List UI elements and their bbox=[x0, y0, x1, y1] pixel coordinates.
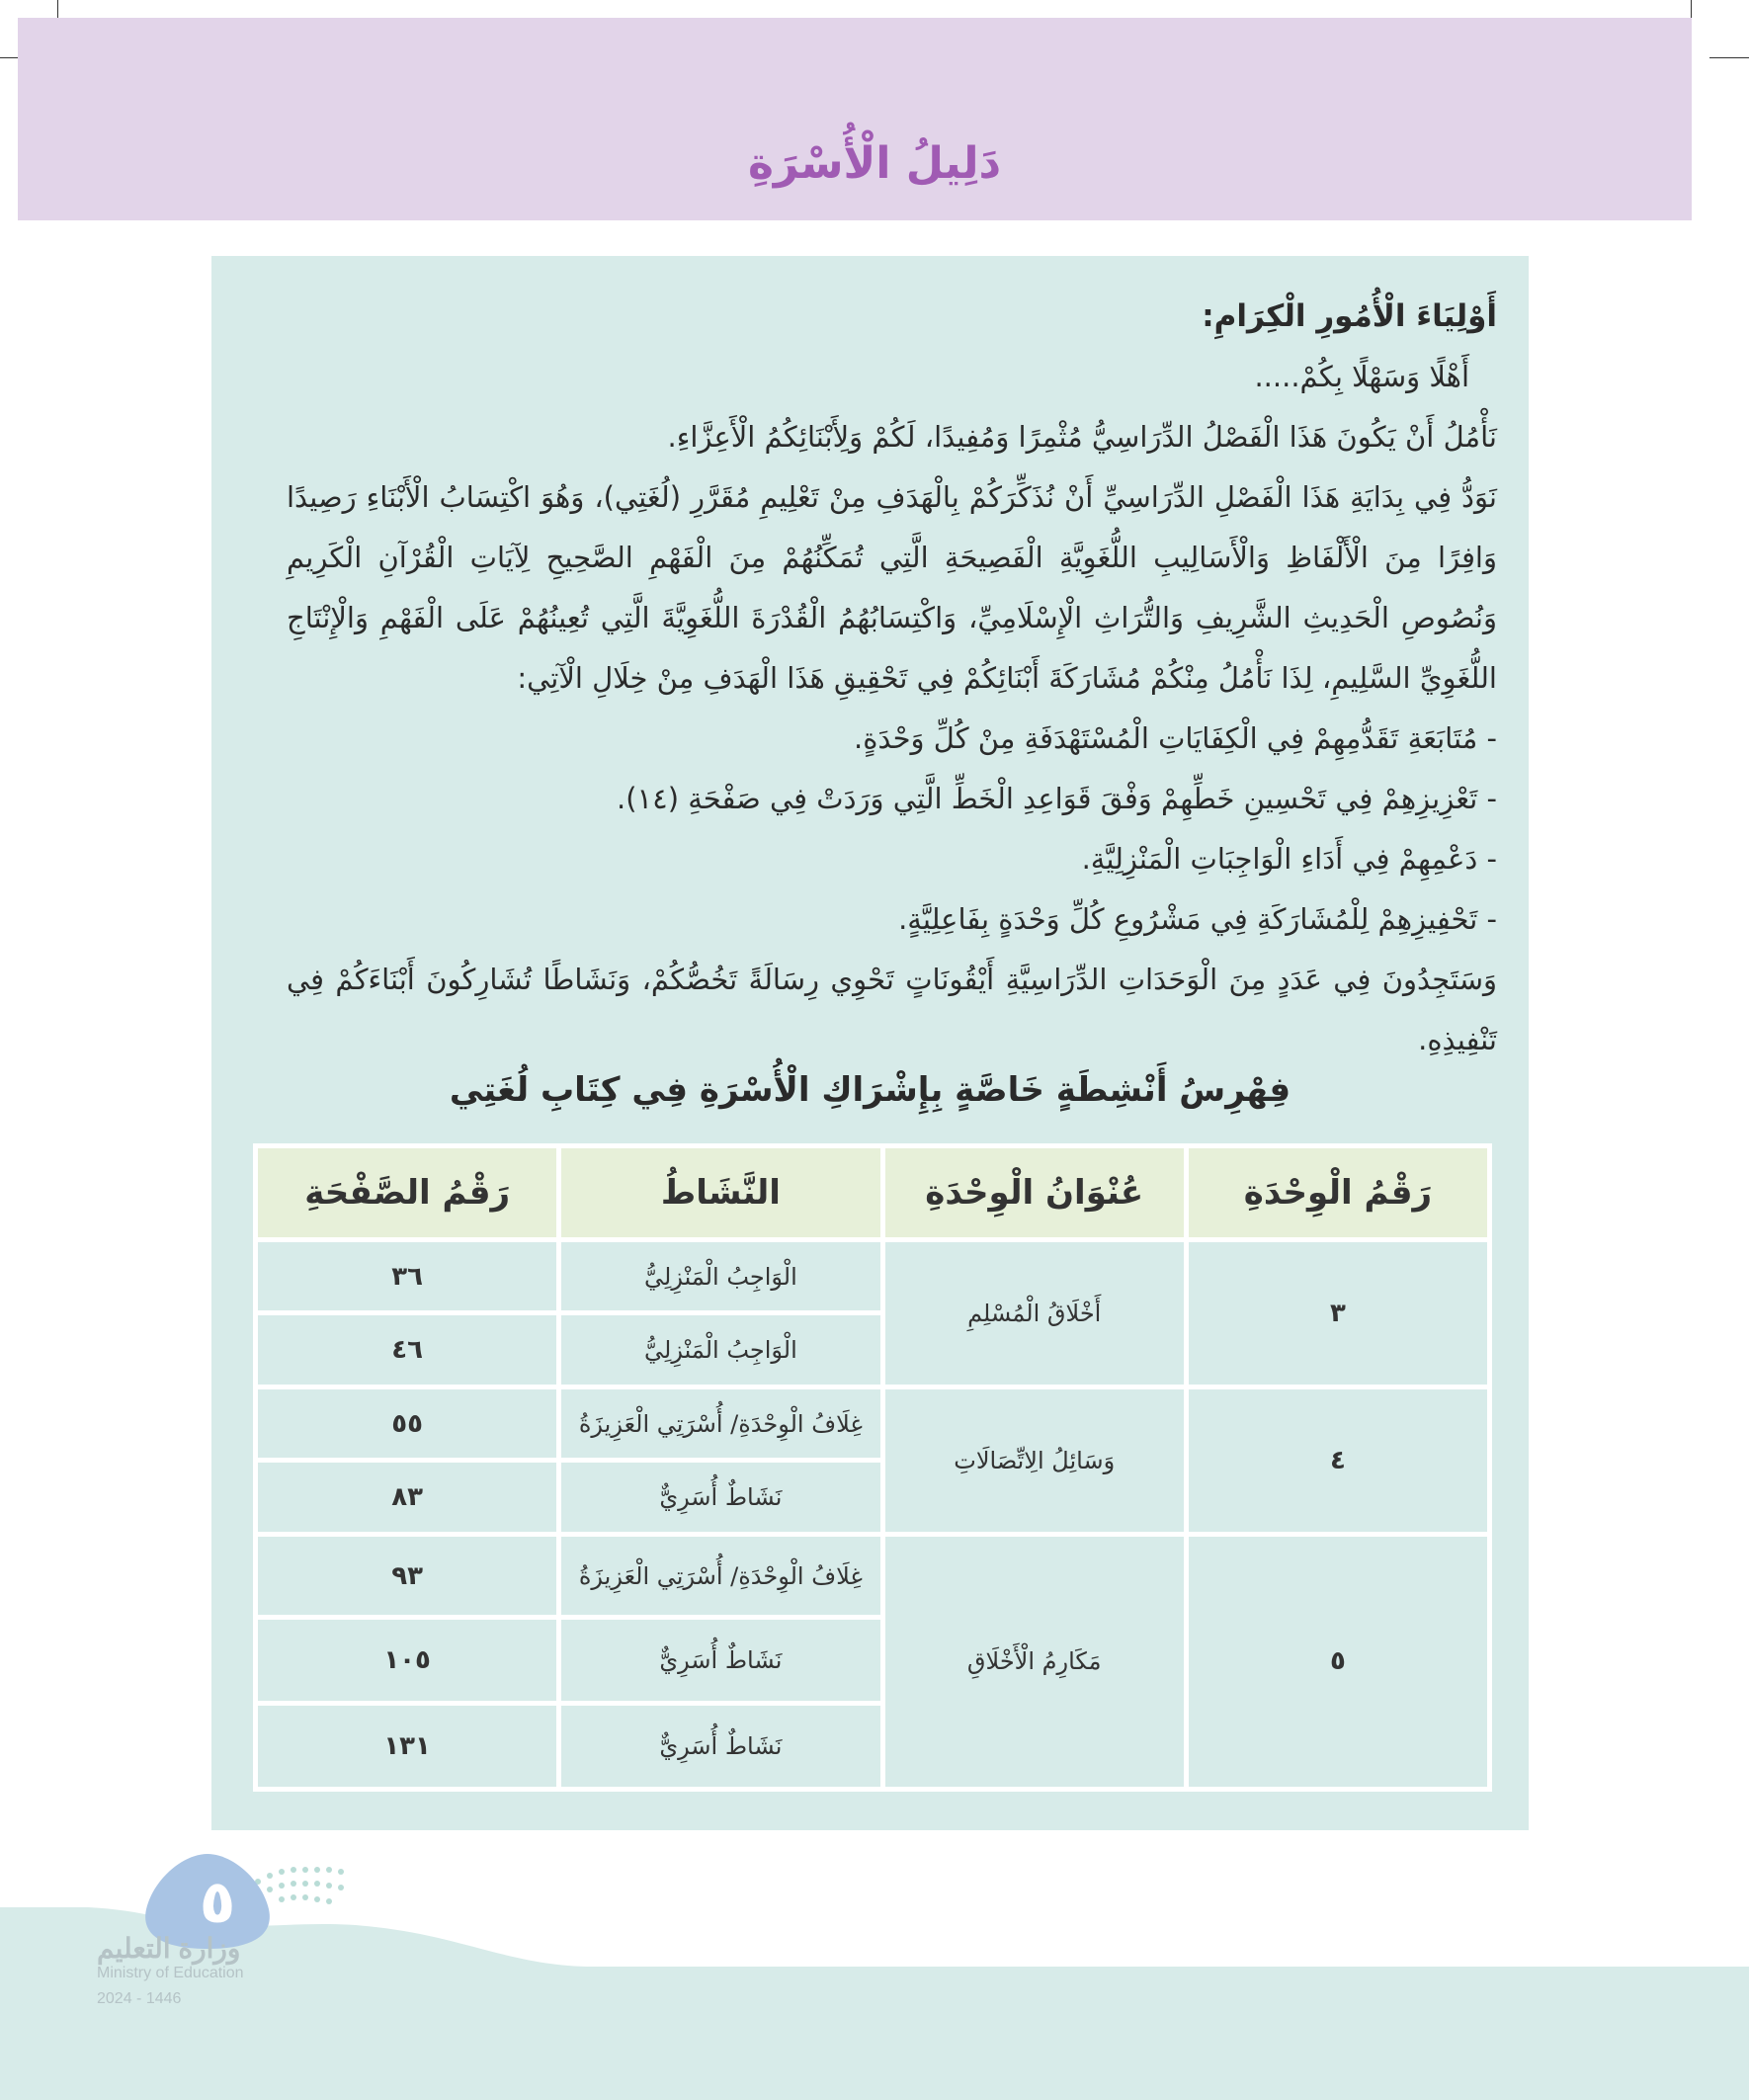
header-page-number: رَقْمُ الصَّفْحَةِ bbox=[258, 1148, 556, 1237]
header-unit-title: عُنْوَانُ الْوِحْدَةِ bbox=[885, 1148, 1184, 1237]
activities-table bbox=[253, 1143, 1492, 1792]
page-number-cell: ٨٣ bbox=[258, 1463, 556, 1531]
table-row bbox=[258, 1537, 1487, 1616]
index-title: فِهْرِسُ أَنْشِطَةٍ خَاصَّةٍ بِإِشْرَاكِ الْأُسْرَةِ فِي كِتَابِ لُغَتِي bbox=[449, 1070, 1291, 1110]
unit-number-cell: ٥ bbox=[1189, 1537, 1487, 1787]
activity-cell: نَشَاطٌ أُسَرِيٌّ bbox=[561, 1620, 879, 1701]
letter-list-item: - مُتَابَعَةِ تَقَدُّمِهِمْ فِي الْكِفَايَاتِ الْمُسْتَهْدَفَةِ مِنْ كُلِّ وَحْدَةٍ. bbox=[854, 721, 1497, 755]
letter-list-item: - دَعْمِهِمْ فِي أَدَاءِ الْوَاجِبَاتِ الْمَنْزِلِيَّةِ. bbox=[1081, 842, 1497, 876]
parents-letter bbox=[287, 287, 1497, 1070]
page-number-cell: ٥٥ bbox=[258, 1389, 556, 1458]
ministry-name-en: Ministry of Education bbox=[97, 1965, 244, 1981]
page-number-cell: ٩٣ bbox=[258, 1537, 556, 1616]
ministry-logo bbox=[97, 1932, 285, 2008]
page-number-cell: ٣٦ bbox=[258, 1242, 556, 1310]
letter-list-item: - تَحْفِيزِهِمْ لِلْمُشَارَكَةِ فِي مَشْرُوعِ كُلِّ وَحْدَةٍ بِفَاعِلِيَّةٍ. bbox=[898, 902, 1497, 936]
table-header-row bbox=[258, 1148, 1487, 1237]
letter-list-item: - تَعْزِيزِهِمْ فِي تَحْسِينِ خَطِّهِمْ وَفْقَ قَوَاعِدِ الْخَطِّ الَّتِي وَرَدَتْ فِي صَفْحَةِ (١٤). bbox=[617, 782, 1497, 815]
header-band bbox=[18, 18, 1692, 220]
page-number: ٥ bbox=[199, 1868, 236, 1937]
header-unit-number: رَقْمُ الْوِحْدَةِ bbox=[1189, 1148, 1487, 1237]
page-number-cell: ١٣١ bbox=[258, 1706, 556, 1787]
activity-cell: الْوَاجِبُ الْمَنْزِلِيُّ bbox=[561, 1315, 879, 1384]
letter-paragraph: نَوَدُّ فِي بِدَايَةِ هَذَا الْفَصْلِ الدِّرَاسِيِّ أَنْ نُذَكِّرَكُمْ بِالْهَدَفِ مِنْ تَعْلِيمِ مُقَرَّرِ (لُغَتِي)، وَهُوَ اكْتِسَابُ الْأَبْنَاءِ رَصِيدًا وَافِرًا مِنَ الْأَلْفَاظِ وَالْأَسَالِيبِ اللُّغَوِيَّةِ الْفَصِيحَةِ الَّتِي تُمَكِّنُهُمْ مِنَ الْفَهْمِ الصَّحِيحِ لِآيَاتِ الْقُرْآنِ الْكَرِيمِ وَنُصُوصِ الْحَدِيثِ الشَّرِيفِ وَالتُّرَاثِ الْإِسْلَامِيِّ، وَاكْتِسَابُهُمُ الْقُدْرَةَ اللُّغَوِيَّةَ الَّتِي تُعِينُهُمْ عَلَى الْفَهْمِ وَالْإِنْتَاجِ اللُّغَوِيِّ السَّلِيمِ، لِذَا نَأْمُلُ مِنْكُمْ مُشَارَكَةَ أَبْنَائِكُمْ فِي تَحْقِيقِ هَذَا الْهَدَفِ مِنْ خِلَالِ الْآتِي: bbox=[287, 480, 1497, 695]
page-number-cell: ١٠٥ bbox=[258, 1620, 556, 1701]
unit-title-cell: مَكَارِمُ الْأَخْلَاقِ bbox=[885, 1537, 1184, 1787]
page-title: دَلِيلُ الْأُسْرَةِ bbox=[747, 138, 1002, 189]
edition-year: 2024 - 1446 bbox=[97, 1990, 182, 2007]
letter-paragraph: نَأْمُلُ أَنْ يَكُونَ هَذَا الْفَصْلُ الدِّرَاسِيُّ مُثْمِرًا وَمُفِيدًا، لَكُمْ وَلِأَبْنَائِكُمُ الْأَعِزَّاءِ. bbox=[667, 420, 1497, 454]
activity-cell: غِلَافُ الْوِحْدَةِ/ أُسْرَتِي الْعَزِيزَةُ bbox=[561, 1537, 879, 1616]
unit-number-cell: ٤ bbox=[1189, 1389, 1487, 1532]
welcome-line: أَهْلًا وَسَهْلًا بِكُمْ..... bbox=[1254, 360, 1469, 393]
unit-title-cell: أَخْلَاقُ الْمُسْلِمِ bbox=[885, 1242, 1184, 1385]
activity-cell: نَشَاطٌ أُسَرِيٌّ bbox=[561, 1706, 879, 1787]
unit-number-cell: ٣ bbox=[1189, 1242, 1487, 1385]
table-row bbox=[258, 1242, 1487, 1310]
table-row bbox=[258, 1389, 1487, 1458]
activity-cell: نَشَاطٌ أُسَرِيٌّ bbox=[561, 1463, 879, 1531]
activity-cell: الْوَاجِبُ الْمَنْزِلِيُّ bbox=[561, 1242, 879, 1310]
letter-closing: وَسَتَجِدُونَ فِي عَدَدٍ مِنَ الْوَحَدَاتِ الدِّرَاسِيَّةِ أَيْقُونَاتٍ تَحْوِي رِسَالَةً تَخُصُّكُمْ، وَنَشَاطًا تُشَارِكُونَ أَبْنَاءَكُمْ فِي تَنْفِيذِهِ. bbox=[287, 963, 1497, 1056]
activity-cell: غِلَافُ الْوِحْدَةِ/ أُسْرَتِي الْعَزِيزَةُ bbox=[561, 1389, 879, 1458]
crop-mark bbox=[1709, 57, 1749, 58]
ministry-name-ar: وزارة التعليم bbox=[97, 1933, 241, 1964]
activities-table-frame bbox=[253, 1143, 1492, 1792]
unit-title-cell: وَسَائِلُ الِاتِّصَالَاتِ bbox=[885, 1389, 1184, 1532]
page-number-cell: ٤٦ bbox=[258, 1315, 556, 1384]
salutation: أَوْلِيَاءَ الْأُمُورِ الْكِرَامِ: bbox=[1202, 298, 1497, 334]
header-activity: النَّشَاطُ bbox=[561, 1148, 879, 1237]
